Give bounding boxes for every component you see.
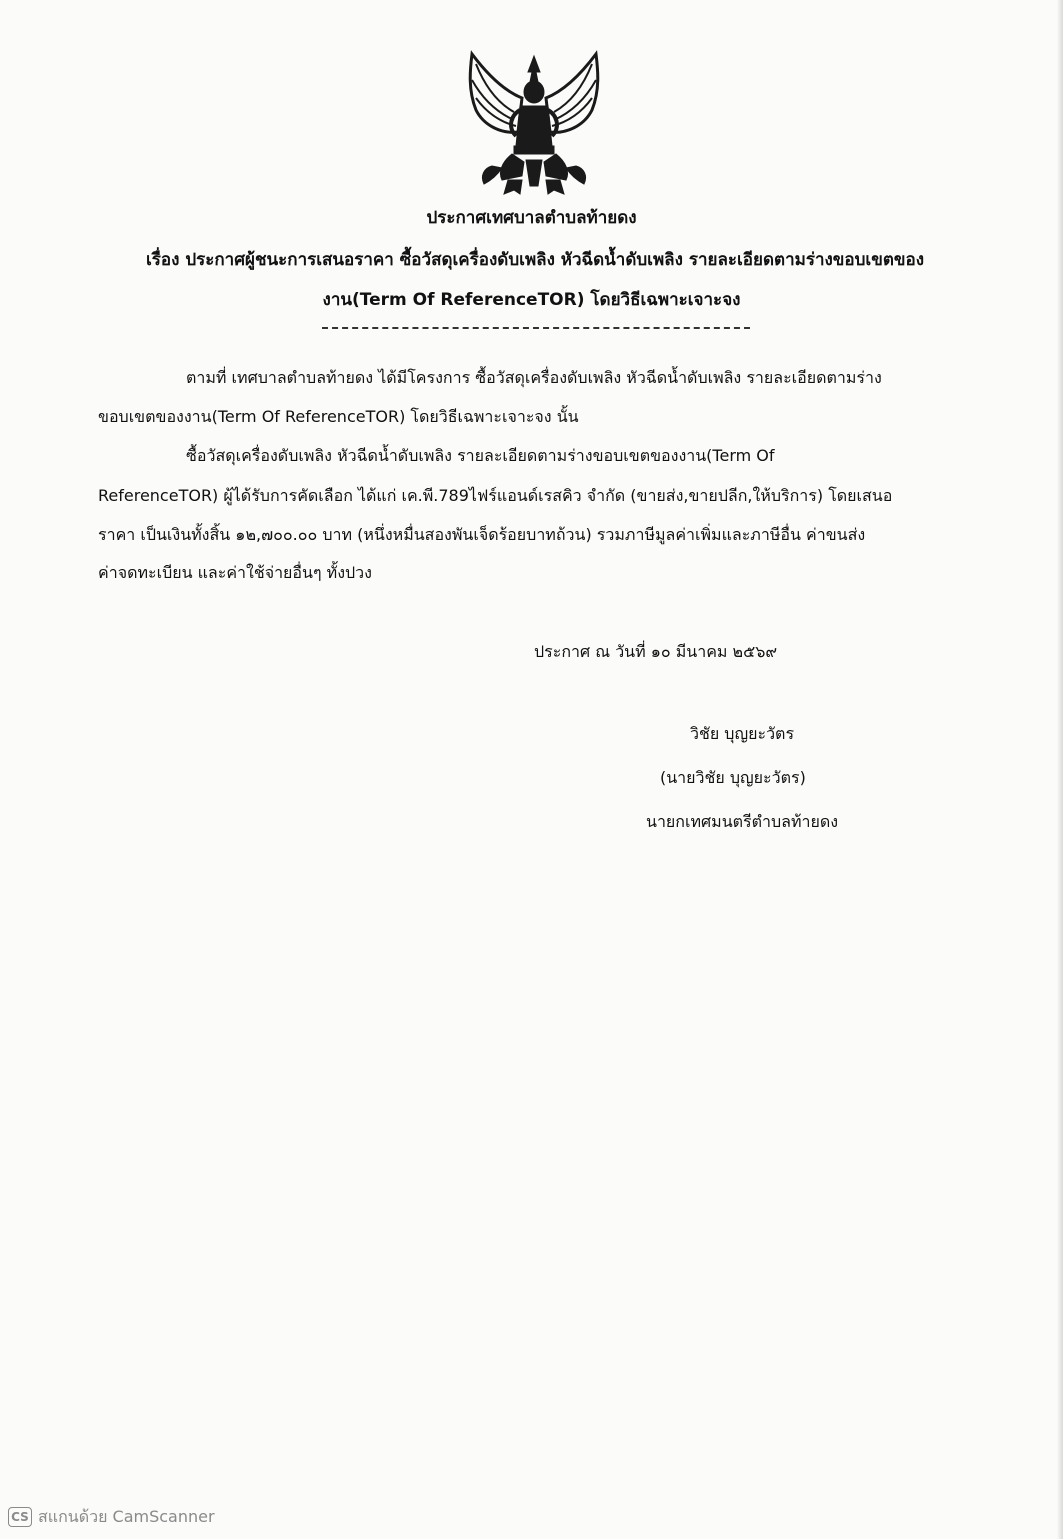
watermark-text: สแกนด้วย CamScanner	[38, 1506, 215, 1526]
subject-line-1: เรื่อง ประกาศผู้ชนะการเสนอราคา ซื้อวัสดุเครื่องดับเพลิง หัวฉีดน้ำดับเพลิง รายละเอียดตามร่างขอบเขตของ	[145, 250, 925, 270]
subject-line-2: งาน(Term Of ReferenceTOR) โดยวิธีเฉพาะเจาะจง	[322, 290, 741, 310]
signer-position: นายกเทศมนตรีตำบลท้ายดง	[646, 812, 839, 831]
paragraph-1-line-2: ขอบเขตของงาน(Term Of ReferenceTOR) โดยวิธีเฉพาะเจาะจง นั้น	[98, 407, 579, 426]
camscanner-logo-icon: CS	[8, 1507, 32, 1527]
camscanner-watermark	[8, 1506, 215, 1528]
paragraph-2-line-1: ซื้อวัสดุเครื่องดับเพลิง หัวฉีดน้ำดับเพลิง รายละเอียดตามร่างขอบเขตของงาน(Term Of	[186, 446, 775, 465]
signed-name: วิชัย บุญยะวัตร	[690, 724, 795, 743]
paragraph-2-line-3: ราคา เป็นเงินทั้งสิ้น ๑๒,๗๐๐.๐๐ บาท (หนึ่งหมื่นสองพันเจ็ดร้อยบาทถ้วน) รวมภาษีมูลค่าเพิ่มและภาษีอื่น ค่าขนส่ง	[98, 525, 866, 544]
paragraph-2-line-4: ค่าจดทะเบียน และค่าใช้จ่ายอื่นๆ ทั้งปวง	[98, 563, 372, 582]
paragraph-1-line-1: ตามที่ เทศบาลตำบลท้ายดง ได้มีโครงการ ซื้อวัสดุเครื่องดับเพลิง หัวฉีดน้ำดับเพลิง รายละเอียดตามร่าง	[186, 368, 882, 387]
garuda-emblem-icon	[462, 50, 606, 198]
announce-date: ประกาศ ณ วันที่ ๑๐ มีนาคม ๒๕๖๙	[534, 642, 778, 661]
announcement-title: ประกาศเทศบาลตำบลท้ายดง	[426, 208, 637, 228]
paragraph-2-line-2: ReferenceTOR) ผู้ได้รับการคัดเลือก ได้แก่ เค.พี.789ไฟร์แอนด์เรสคิว จำกัด (ขายส่ง,ขายปลีก,ให้บริการ) โดยเสนอ	[98, 486, 893, 505]
signer-full-name: (นายวิชัย บุญยะวัตร)	[660, 768, 806, 787]
dashed-divider	[322, 327, 750, 329]
